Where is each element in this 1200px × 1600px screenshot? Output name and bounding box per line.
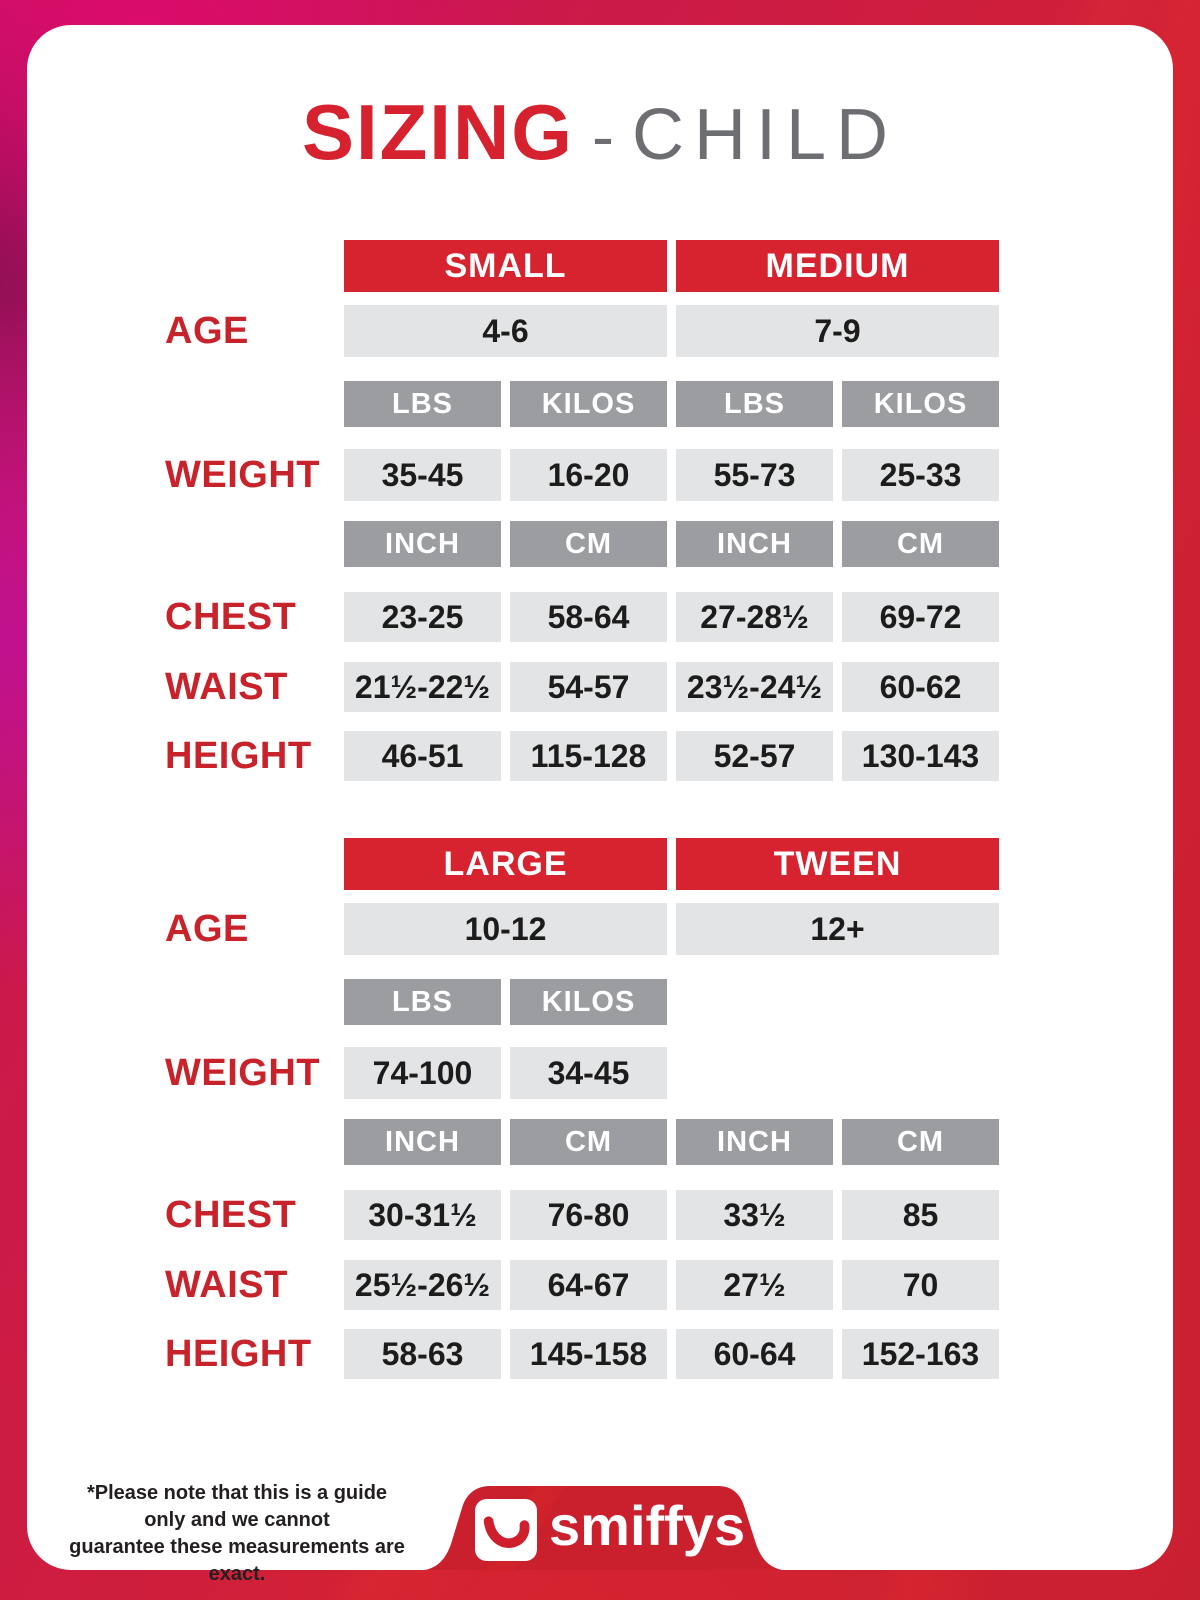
weight-row (165, 449, 999, 501)
chest-value: 69-72 (842, 592, 999, 642)
height-row (165, 731, 999, 781)
height-value: 115-128 (510, 731, 667, 781)
spacer (165, 979, 335, 1025)
weight-unit-header-row (165, 381, 999, 427)
height-value: 52-57 (676, 731, 833, 781)
footnote (67, 1480, 407, 1588)
unit-header-kilos: KILOS (510, 979, 667, 1025)
unit-header-lbs: LBS (344, 381, 501, 427)
weight-value: 74-100 (344, 1047, 501, 1099)
measure-unit-header-row (165, 521, 999, 567)
unit-header-cm: CM (842, 521, 999, 567)
sizing-card (27, 25, 1173, 1585)
waist-value: 23½-24½ (676, 662, 833, 712)
chest-value: 30-31½ (344, 1190, 501, 1240)
title-separator: - (591, 99, 614, 173)
empty-cell (676, 1047, 833, 1099)
weight-unit-header-row (165, 979, 999, 1025)
chest-row (165, 592, 999, 642)
age-value-small: 4-6 (344, 305, 667, 357)
waist-value: 21½-22½ (344, 662, 501, 712)
unit-header-lbs: LBS (676, 381, 833, 427)
footnote-line-1: *Please note that this is a guide only and we cannot (86, 1482, 388, 1531)
spacer (165, 240, 335, 292)
unit-header-inch: INCH (344, 1119, 501, 1165)
chest-value: 58-64 (510, 592, 667, 642)
waist-row (165, 662, 999, 712)
chest-row (165, 1190, 999, 1240)
unit-header-inch: INCH (344, 521, 501, 567)
unit-header-cm: CM (842, 1119, 999, 1165)
size-table-large-tween (165, 838, 999, 1379)
chest-value: 33½ (676, 1190, 833, 1240)
height-value: 152-163 (842, 1329, 999, 1379)
waist-value: 25½-26½ (344, 1260, 501, 1310)
unit-header-inch: INCH (676, 1119, 833, 1165)
page-title (27, 87, 1173, 178)
weight-value: 35-45 (344, 449, 501, 501)
smiffys-smile-icon (475, 1499, 537, 1561)
chest-label: CHEST (165, 595, 297, 638)
waist-value: 70 (842, 1260, 999, 1310)
size-header-tween: TWEEN (676, 838, 999, 890)
empty-cell (842, 1047, 999, 1099)
title-sizing: SIZING (301, 88, 574, 176)
weight-value: 25-33 (842, 449, 999, 501)
unit-header-lbs: LBS (344, 979, 501, 1025)
logo-wordmark: smiffys (549, 1494, 746, 1557)
age-label: AGE (165, 907, 249, 950)
spacer (165, 381, 335, 427)
spacer (165, 521, 335, 567)
height-value: 46-51 (344, 731, 501, 781)
height-label: HEIGHT (165, 1332, 312, 1375)
waist-value: 54-57 (510, 662, 667, 712)
weight-value: 55-73 (676, 449, 833, 501)
age-label: AGE (165, 309, 249, 352)
chest-value: 85 (842, 1190, 999, 1240)
size-table-small-medium (165, 240, 999, 781)
unit-header-kilos: KILOS (510, 381, 667, 427)
logo-trademark: TM (759, 1514, 778, 1530)
age-value-medium: 7-9 (676, 305, 999, 357)
logo-row (425, 1486, 785, 1570)
empty-cell (676, 979, 833, 1025)
weight-value: 16-20 (510, 449, 667, 501)
title-child: CHILD (631, 95, 899, 175)
height-value: 130-143 (842, 731, 999, 781)
height-label: HEIGHT (165, 734, 312, 777)
waist-row (165, 1260, 999, 1310)
weight-value: 34-45 (510, 1047, 667, 1099)
empty-cell (842, 979, 999, 1025)
footnote-line-2: guarantee these measurements are exact. (69, 1536, 405, 1585)
size-header-row (165, 240, 999, 292)
size-header-medium: MEDIUM (676, 240, 999, 292)
age-row (165, 903, 999, 955)
weight-label: WEIGHT (165, 453, 320, 496)
height-value: 60-64 (676, 1329, 833, 1379)
unit-header-cm: CM (510, 521, 667, 567)
measure-unit-header-row (165, 1119, 999, 1165)
waist-value: 64-67 (510, 1260, 667, 1310)
weight-row (165, 1047, 999, 1099)
height-value: 145-158 (510, 1329, 667, 1379)
age-value-tween: 12+ (676, 903, 999, 955)
height-value: 58-63 (344, 1329, 501, 1379)
waist-label: WAIST (165, 1263, 288, 1306)
smiffys-logo (425, 1486, 785, 1570)
weight-label: WEIGHT (165, 1051, 320, 1094)
age-value-large: 10-12 (344, 903, 667, 955)
unit-header-kilos: KILOS (842, 381, 999, 427)
waist-value: 60-62 (842, 662, 999, 712)
size-header-small: SMALL (344, 240, 667, 292)
spacer (165, 1119, 335, 1165)
spacer (165, 838, 335, 890)
unit-header-cm: CM (510, 1119, 667, 1165)
height-row (165, 1329, 999, 1379)
size-header-large: LARGE (344, 838, 667, 890)
chest-value: 76-80 (510, 1190, 667, 1240)
size-header-row (165, 838, 999, 890)
chest-value: 23-25 (344, 592, 501, 642)
unit-header-inch: INCH (676, 521, 833, 567)
waist-value: 27½ (676, 1260, 833, 1310)
waist-label: WAIST (165, 665, 288, 708)
chest-label: CHEST (165, 1193, 297, 1236)
age-row (165, 305, 999, 357)
chest-value: 27-28½ (676, 592, 833, 642)
